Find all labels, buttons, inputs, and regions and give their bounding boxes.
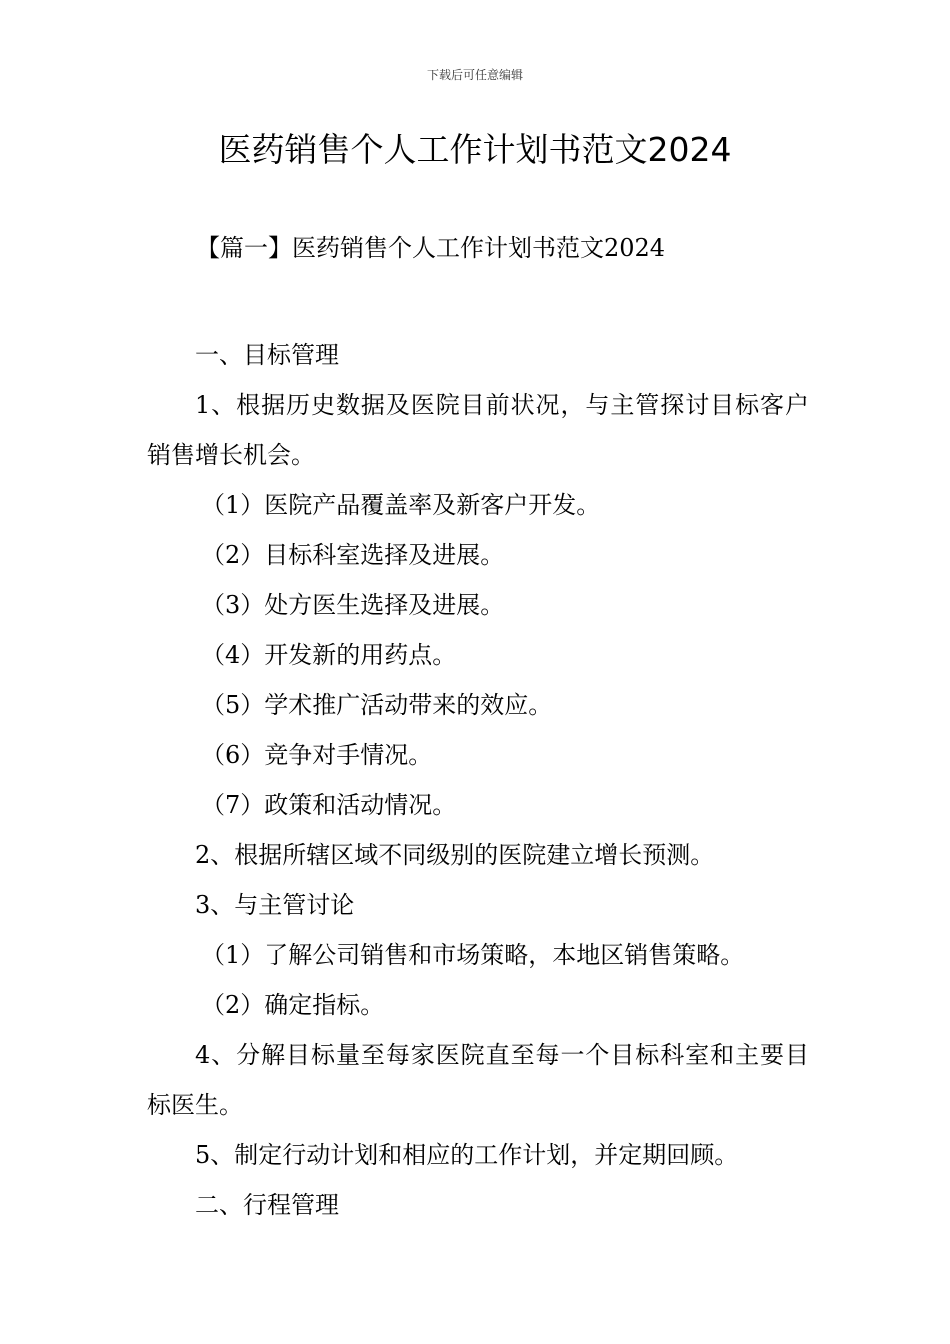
paragraph-subitem-3-1: （1）了解公司销售和市场策略，本地区销售策略。: [201, 941, 745, 969]
paragraph-item-3: 3、与主管讨论: [195, 891, 355, 919]
paragraph-subitem-3-2: （2）确定指标。: [201, 991, 385, 1019]
header-note: 下载后可任意编辑: [426, 68, 523, 82]
paragraph-subitem-1-1: （1）医院产品覆盖率及新客户开发。: [201, 491, 601, 519]
paragraph-subitem-1-3: （3）处方医生选择及进展。: [201, 591, 505, 619]
document-title: 医药销售个人工作计划书范文2024: [218, 130, 732, 169]
paragraph-item-2: 2、根据所辖区域不同级别的医院建立增长预测。: [195, 841, 715, 869]
paragraph-item-4: 4、分解目标量至每家医院直至每一个目标科室和主要目标医生。: [147, 1041, 809, 1119]
paragraph-item-5: 5、制定行动计划和相应的工作计划，并定期回顾。: [195, 1141, 739, 1169]
section-heading: 【篇一】医药销售个人工作计划书范文2024: [196, 234, 666, 262]
paragraph-item-1: 1、根据历史数据及医院目前状况，与主管探讨目标客户销售增长机会。: [147, 391, 809, 469]
paragraph-heading-goal-management: 一、目标管理: [195, 341, 339, 369]
paragraph-heading-schedule-management: 二、行程管理: [195, 1191, 339, 1219]
paragraph-subitem-1-7: （7）政策和活动情况。: [201, 791, 457, 819]
paragraph-subitem-1-5: （5）学术推广活动带来的效应。: [201, 691, 553, 719]
paragraph-subitem-1-6: （6）竞争对手情况。: [201, 741, 433, 769]
document-body: [147, 330, 809, 1230]
paragraph-subitem-1-2: （2）目标科室选择及进展。: [201, 541, 505, 569]
paragraph-subitem-1-4: （4）开发新的用药点。: [201, 641, 457, 669]
